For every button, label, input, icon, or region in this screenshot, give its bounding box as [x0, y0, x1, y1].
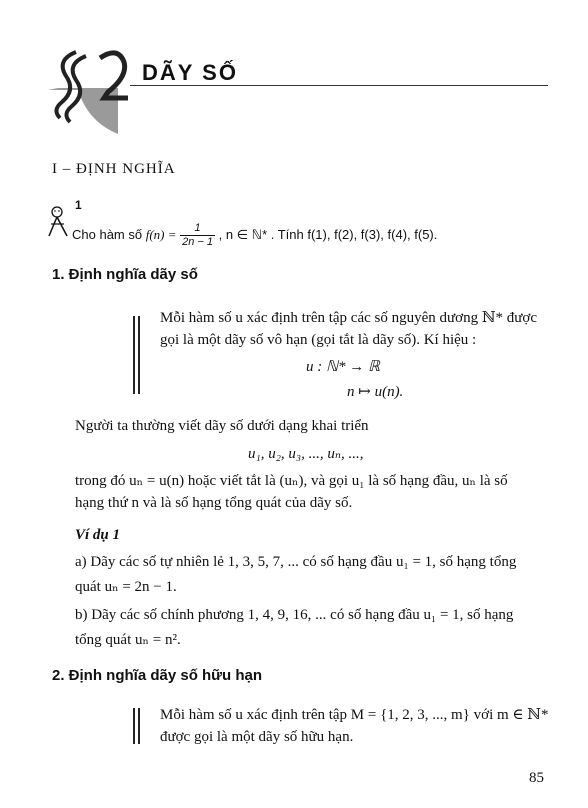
section-badge-graphic: [48, 42, 132, 134]
def1-para-line2: hạng thứ n và là số hạng tổng quát của dãy số.: [75, 495, 353, 511]
def1-heading: 1. Định nghĩa dãy số: [52, 266, 198, 283]
def2-bar-right: [138, 708, 140, 744]
part-heading: I – ĐỊNH NGHĨA: [52, 161, 176, 177]
activity-prefix: Cho hàm số: [72, 226, 143, 242]
def2-box-line1: Mỗi hàm số u xác định trên tập M = {1, 2, 3, ..., m} với m ∈ ℕ*: [160, 707, 549, 723]
activity-number: 1: [75, 198, 82, 212]
header-rule: [130, 85, 548, 86]
def1-para-intro: Người ta thường viết dãy số dưới dạng khai triển: [75, 418, 369, 434]
def1-box-line2: gọi là một dãy số vô hạn (gọi tắt là dãy số). Kí hiệu :: [160, 332, 477, 348]
activity-fraction: [180, 222, 215, 249]
activity-text: [72, 222, 437, 249]
activity-icon: [46, 202, 72, 238]
def1-bar-left: [133, 316, 135, 394]
fraction-numerator: 1: [180, 222, 215, 236]
def1-box-line1: Mỗi hàm số u xác định trên tập các số nguyên dương ℕ* được: [160, 310, 538, 326]
activity-func: f(n) =: [145, 226, 177, 242]
def1-bar-right: [138, 316, 140, 394]
def1-map-line2: n ↦ u(n).: [347, 384, 404, 400]
def2-bar-left: [133, 708, 135, 744]
activity-domain: , n ∈ ℕ* . Tính f(1), f(2), f(3), f(4), f(5).: [218, 226, 438, 242]
section-badge: [48, 42, 132, 134]
page-number: 85: [529, 770, 544, 786]
example1-a-line2: quát uₙ = 2n − 1.: [75, 579, 177, 595]
example1-b-line1: b) Dãy các số chính phương 1, 4, 9, 16, ... có số hạng đầu u₁ = 1, số hạng: [75, 607, 514, 623]
def1-map-line1: u : ℕ* → ℝ: [306, 359, 380, 375]
section-title: DÃY SỐ: [142, 60, 238, 85]
def1-para-line1: trong đó uₙ = u(n) hoặc viết tắt là (uₙ), và gọi u₁ là số hạng đầu, uₙ là số: [75, 473, 508, 489]
compass-person-icon: [46, 202, 72, 238]
example1-b-line2: tổng quát uₙ = n².: [75, 632, 181, 648]
def1-expansion: u₁, u₂, u₃, ..., uₙ, ...,: [248, 446, 364, 462]
def2-heading: 2. Định nghĩa dãy số hữu hạn: [52, 667, 263, 684]
def2-box-line2: được gọi là một dãy số hữu hạn.: [160, 729, 354, 745]
fraction-denominator: 2n − 1: [182, 236, 214, 248]
example1-a-line1: a) Dãy các số tự nhiên lẻ 1, 3, 5, 7, ... có số hạng đầu u₁ = 1, số hạng tổng: [75, 554, 517, 570]
example1-title: Ví dụ 1: [75, 527, 121, 543]
